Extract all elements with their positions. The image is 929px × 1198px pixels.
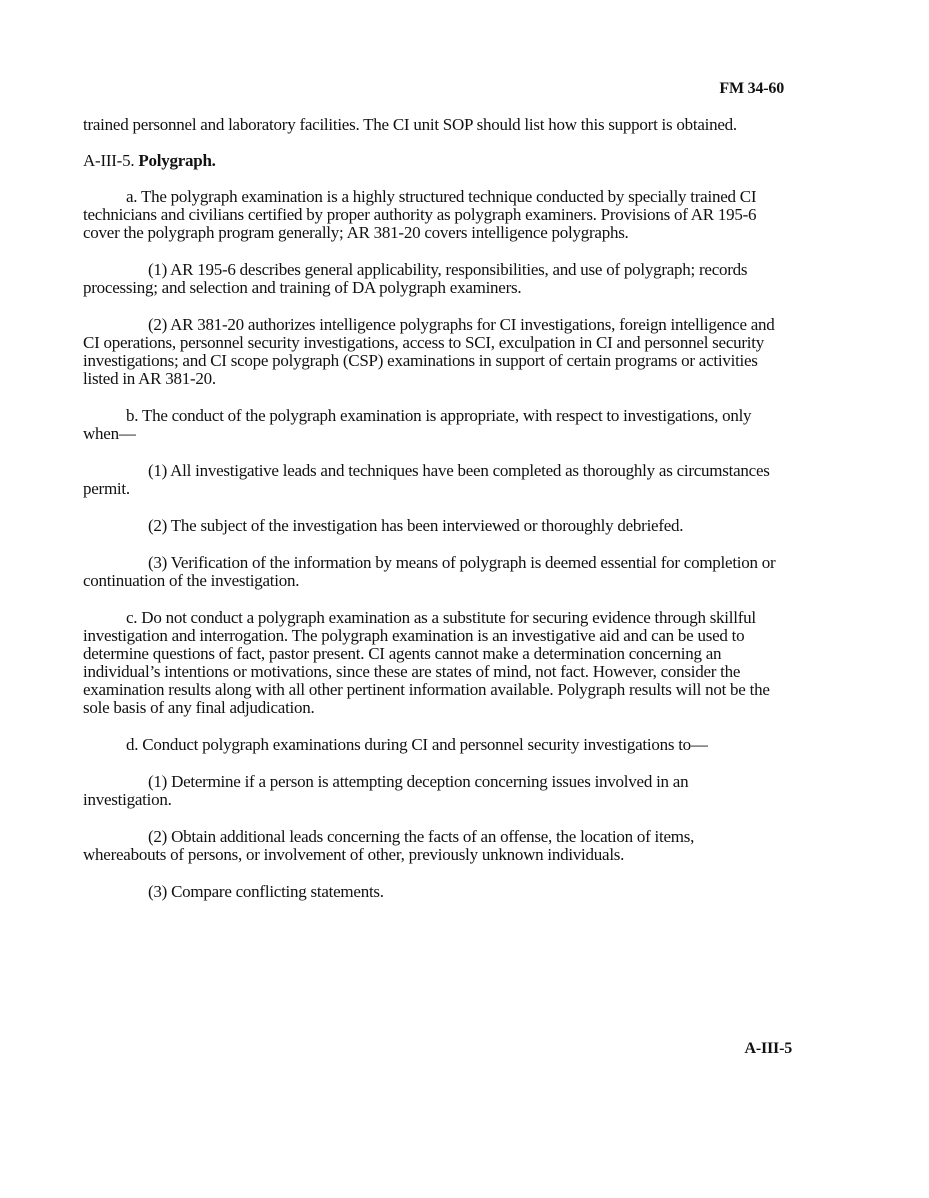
paragraph-b: b. The conduct of the polygraph examination is appropriate, with respect to investigations, only when— (83, 406, 752, 443)
section-heading (83, 152, 778, 170)
section-number: A-III-5. (83, 151, 135, 170)
paragraph-d-3: (3) Compare conflicting statements. (148, 882, 384, 901)
manual-id-header: FM 34-60 (719, 80, 784, 97)
paragraph-b-2: (2) The subject of the investigation has been interviewed or thoroughly debriefed. (148, 516, 684, 535)
document-body (83, 116, 778, 920)
paragraph-c: c. Do not conduct a polygraph examination as a substitute for securing evidence through skillful investigation and interrogation. The polygraph examination is an investigative aid and can be used to determine questions of fact, pastor present. CI agents cannot make a determination concerning an individual’s intentions or motivations, since these are states of mind, not fact. However, consider the examination results along with all other pertinent information available. Polygraph results will not be the sole basis of any final adjudication. (83, 608, 770, 717)
intro-paragraph: trained personnel and laboratory facilities. The CI unit SOP should list how this support is obtained. (83, 115, 737, 134)
paragraph-a-1: (1) AR 195-6 describes general applicability, responsibilities, and use of polygraph; records processing; and selection and training of DA polygraph examiners. (83, 260, 748, 297)
paragraph-d-1: (1) Determine if a person is attempting deception concerning issues involved in an investigation. (83, 772, 689, 809)
paragraph-b-1: (1) All investigative leads and techniques have been completed as thoroughly as circumstances permit. (83, 461, 770, 498)
paragraph-d-2: (2) Obtain additional leads concerning the facts of an offense, the location of items, whereabouts of persons, or involvement of other, previously unknown individuals. (83, 827, 695, 864)
paragraph-a-2: (2) AR 381-20 authorizes intelligence polygraphs for CI investigations, foreign intelligence and CI operations, personnel security investigations, access to SCI, exculpation in CI and personnel security investigations; and CI scope polygraph (CSP) examinations in support of certain programs or activities listed in AR 381-20. (83, 315, 775, 388)
paragraph-d: d. Conduct polygraph examinations during CI and personnel security investigations to— (126, 735, 708, 754)
page-number-footer: A-III-5 (744, 1040, 792, 1057)
paragraph-b-3: (3) Verification of the information by means of polygraph is deemed essential for completion or continuation of the investigation. (83, 553, 776, 590)
section-title: Polygraph. (138, 151, 216, 170)
paragraph-a: a. The polygraph examination is a highly structured technique conducted by specially trained CI technicians and civilians certified by proper authority as polygraph examiners. Provisions of AR 195-6 cover the polygraph program generally; AR 381-20 covers intelligence polygraphs. (83, 187, 757, 242)
